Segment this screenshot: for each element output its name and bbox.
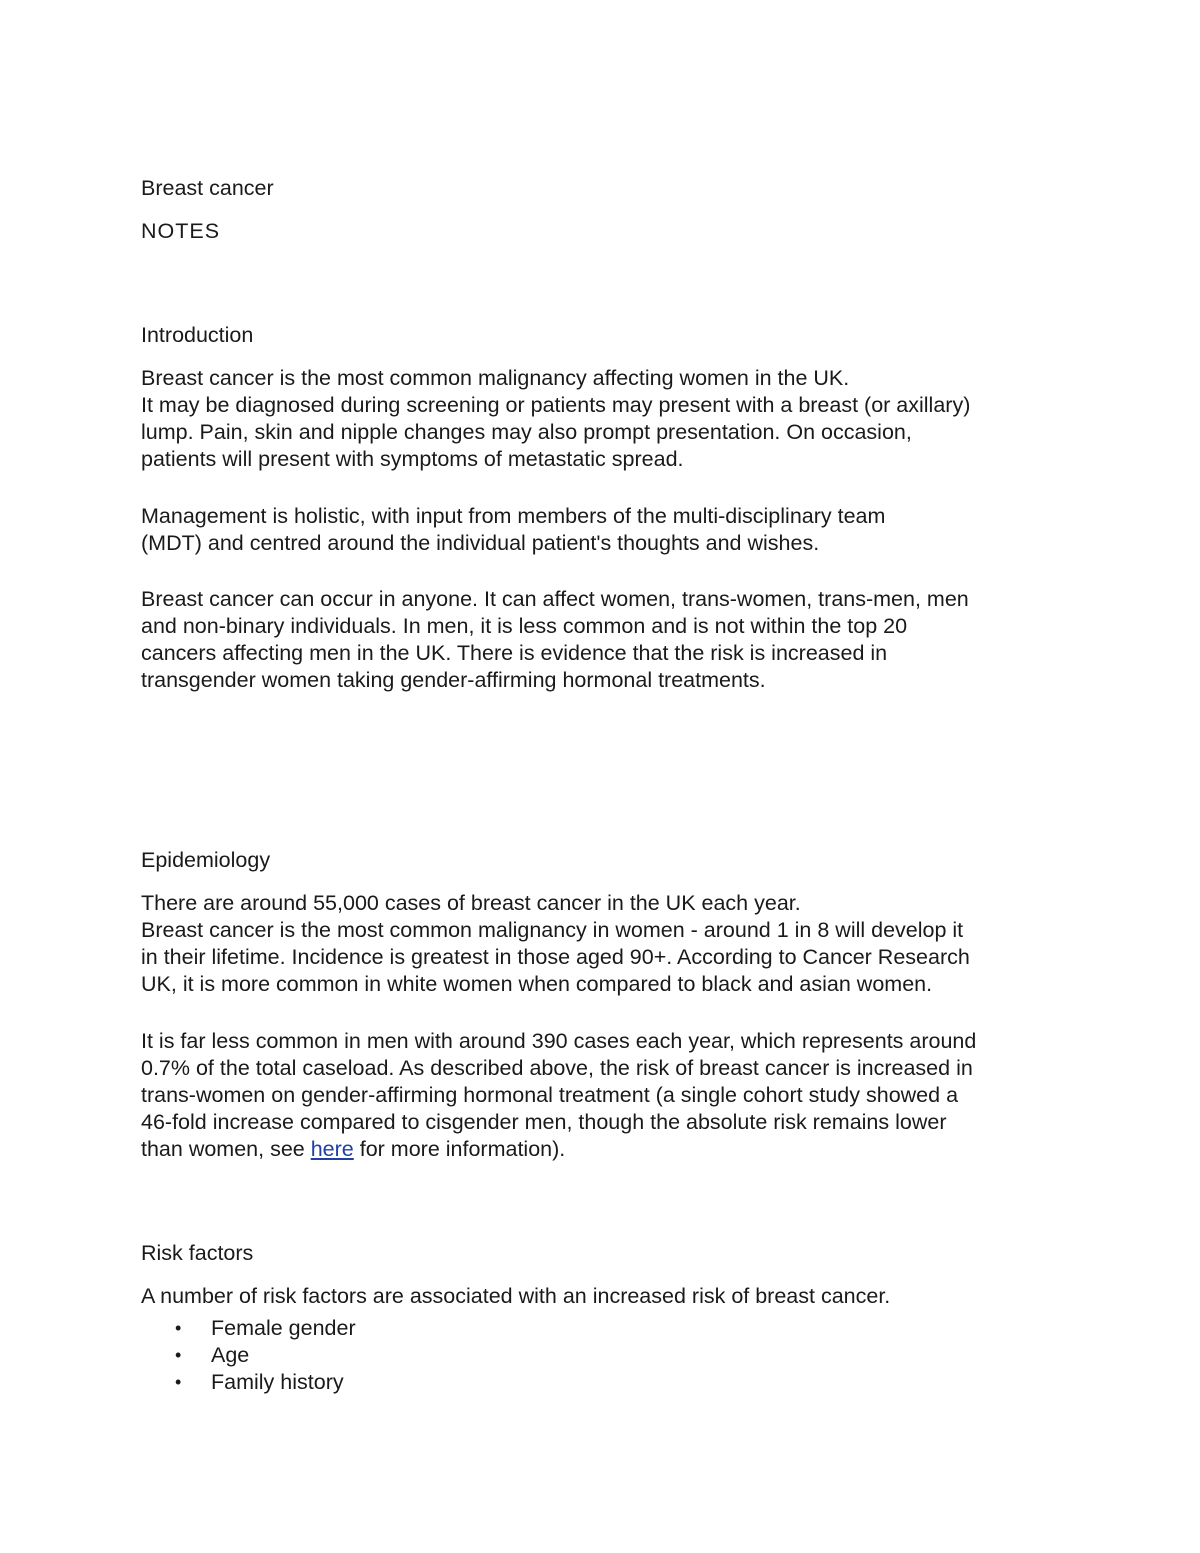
text-line: Management is holistic, with input from members of the multi-disciplinary team: [141, 504, 886, 528]
text-line: and non-binary individuals. In men, it is less common and is not within the top 20: [141, 614, 908, 638]
text-line: than women, see: [141, 1137, 311, 1161]
list-item-label: Age: [211, 1343, 250, 1367]
introduction-paragraph-3: [141, 586, 969, 694]
list-item: [141, 1315, 356, 1342]
list-item: [141, 1369, 356, 1396]
risk-factors-heading: Risk factors: [141, 1241, 254, 1265]
text-line: Breast cancer can occur in anyone. It can affect women, trans-women, trans-men, men: [141, 587, 969, 611]
epidemiology-paragraph-1: [141, 890, 970, 998]
text-line: transgender women taking gender-affirming hormonal treatments.: [141, 668, 766, 692]
epidemiology-heading: Epidemiology: [141, 848, 271, 872]
text-line: It may be diagnosed during screening or patients may present with a breast (or axillary): [141, 393, 971, 417]
text-line: patients will present with symptoms of metastatic spread.: [141, 447, 684, 471]
epidemiology-paragraph-2: [141, 1028, 976, 1163]
text-line: UK, it is more common in white women when compared to black and asian women.: [141, 972, 933, 996]
introduction-heading: Introduction: [141, 323, 254, 347]
text-line: It is far less common in men with around 390 cases each year, which represents around: [141, 1029, 977, 1053]
text-line: Breast cancer is the most common malignancy affecting women in the UK.: [141, 366, 850, 390]
text-line: trans-women on gender-affirming hormonal treatment (a single cohort study showed a: [141, 1083, 959, 1107]
bullet-icon: •: [175, 1372, 182, 1392]
document-subtitle: NOTES: [141, 219, 221, 243]
bullet-icon: •: [175, 1318, 182, 1338]
list-item-label: Family history: [211, 1370, 344, 1394]
text-line: Breast cancer is the most common malignancy in women - around 1 in 8 will develop it: [141, 918, 964, 942]
text-line: cancers affecting men in the UK. There is evidence that the risk is increased in: [141, 641, 888, 665]
text-line: in their lifetime. Incidence is greatest in those aged 90+. According to Cancer Research: [141, 945, 970, 969]
risk-factors-list: [141, 1315, 356, 1396]
text-line: There are around 55,000 cases of breast cancer in the UK each year.: [141, 891, 801, 915]
risk-factors-intro: A number of risk factors are associated with an increased risk of breast cancer.: [141, 1284, 891, 1308]
introduction-paragraph-2: [141, 503, 885, 557]
introduction-paragraph-1: [141, 365, 970, 473]
text-line: lump. Pain, skin and nipple changes may also prompt presentation. On occasion,: [141, 420, 912, 444]
list-item-label: Female gender: [211, 1316, 356, 1340]
list-item: [141, 1342, 356, 1369]
text-line: (MDT) and centred around the individual patient's thoughts and wishes.: [141, 531, 820, 555]
text-line: 46-fold increase compared to cisgender men, though the absolute risk remains lower: [141, 1110, 947, 1134]
bullet-icon: •: [175, 1345, 182, 1365]
text-line: 0.7% of the total caseload. As described above, the risk of breast cancer is increased in: [141, 1056, 973, 1080]
text-line: for more information).: [353, 1137, 566, 1161]
more-information-link[interactable]: here: [310, 1137, 354, 1161]
document-title: Breast cancer: [141, 176, 274, 200]
